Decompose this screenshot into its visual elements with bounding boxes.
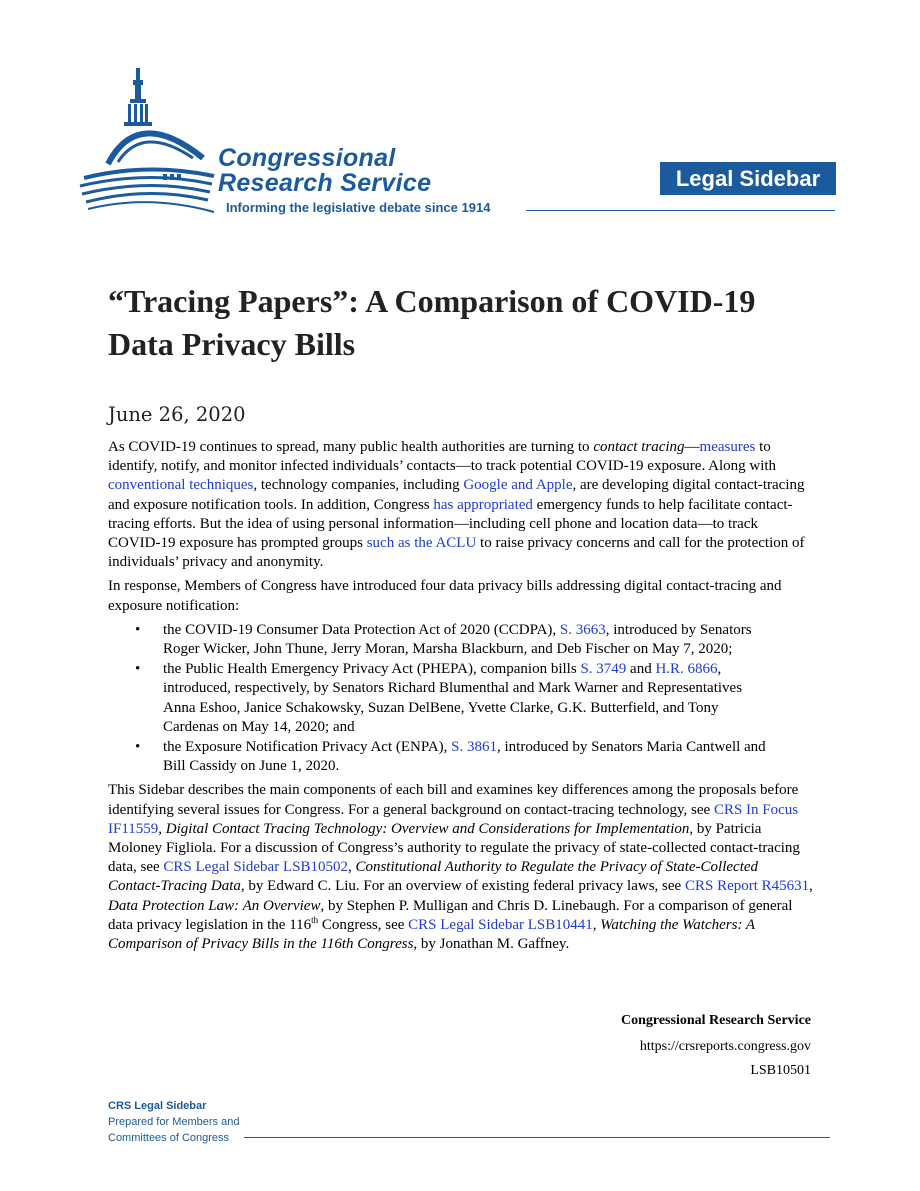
emphasis: Watching the Watchers: A Comparison of Privacy Bills in the 116th Congress — [108, 916, 755, 953]
text: , by Edward C. Liu. For an overview of existing federal privacy laws, see — [240, 878, 685, 895]
bill-list — [108, 621, 814, 777]
text: and — [626, 661, 656, 678]
emphasis: Constitutional Authority to Regulate the Privacy of State-Collected Contact-Tracing Data — [108, 859, 759, 895]
capitol-dome-logo — [78, 66, 218, 216]
paragraph-sidebar-overview — [108, 781, 814, 954]
org-name-line2: Research Service — [218, 169, 432, 197]
text: , introduced by Senators Roger Wicker, John Thune, Jerry Moran, Marsha Blackburn, and Deb Fischer on May 7, 2020; — [163, 621, 752, 658]
bullet-icon: • — [135, 661, 141, 678]
link-google-apple[interactable]: Google and Apple — [463, 477, 573, 494]
text: , by Stephen P. Mulligan and Chris D. Linebaugh. For a comparison of general data privacy legislation in the 116 — [108, 897, 793, 933]
text: , — [347, 859, 356, 876]
link-has-appropriated[interactable]: has appropriated — [433, 496, 533, 513]
text: , introduced by Senators Maria Cantwell and Bill Cassidy on June 1, 2020. — [163, 739, 766, 775]
link-conventional-techniques[interactable]: conventional techniques — [108, 477, 254, 494]
text: , — [592, 916, 601, 933]
legal-sidebar-badge: Legal Sidebar — [660, 162, 836, 195]
list-item — [135, 621, 814, 659]
text: , technology companies, including — [253, 477, 464, 494]
text: , by Patricia Moloney Figliola. For a discussion of Congress’s authority to regulate the privacy of state-collected contact-tracing data, see — [108, 820, 800, 876]
document-body — [108, 438, 814, 959]
org-tagline: Informing the legislative debate since 1914 — [226, 200, 491, 215]
text: As COVID-19 continues to spread, many public health authorities are turning to — [108, 439, 594, 455]
footer-org: Congressional Research Service — [620, 1013, 811, 1028]
list-item — [135, 660, 814, 737]
document-title: “Tracing Papers”: A Comparison of COVID-19 Data Privacy Bills — [108, 283, 756, 362]
text: emergency funds to help facilitate contact-tracing efforts. But the idea of using personal information—including cell phone and location data—to track COVID-19 exposure has prompted groups — [108, 496, 793, 552]
text: Congress, see — [318, 916, 409, 933]
org-name — [218, 146, 431, 196]
link-if11559[interactable]: CRS In Focus IF11559 — [108, 801, 799, 837]
tagline-rule — [526, 210, 835, 211]
footer-rule — [244, 1137, 830, 1138]
link-s-3861[interactable]: S. 3861 — [451, 739, 497, 756]
link-s-3749[interactable]: S. 3749 — [580, 661, 627, 678]
text: , by Jonathan M. Gaffney. — [413, 936, 570, 953]
footer-url[interactable]: https://crsreports.congress.gov — [639, 1039, 811, 1054]
link-hr-6866[interactable]: H.R. 6866 — [655, 661, 718, 678]
footer-audience-1: Prepared for Members and — [108, 1116, 240, 1128]
text: This Sidebar describes the main components of each bill and examines key differences among the proposals before identifying several issues for Congress. For a general background on contact-tracing technology, see — [108, 782, 799, 818]
footer-series: CRS Legal Sidebar — [108, 1100, 207, 1112]
emphasis: Digital Contact Tracing Technology: Overview and Considerations for Implementation — [165, 820, 690, 837]
bullet-icon: • — [135, 621, 141, 638]
org-name-line1: Congressional — [218, 144, 396, 172]
footer-audience-2: Committees of Congress — [108, 1132, 230, 1144]
text: , — [158, 820, 166, 837]
text: to identify, notify, and monitor infected individuals’ contacts—to track potential COVID-19 exposure. Along with — [108, 439, 777, 475]
text: the Exposure Notification Privacy Act (ENPA), — [163, 739, 452, 756]
link-measures[interactable]: measures — [699, 439, 756, 455]
paragraph-intro — [108, 438, 814, 572]
link-lsb10502[interactable]: CRS Legal Sidebar LSB10502 — [163, 859, 348, 876]
link-s-3663[interactable]: S. 3663 — [559, 621, 606, 638]
text: the Public Health Emergency Privacy Act (PHEPA), companion bills — [163, 661, 581, 678]
link-aclu[interactable]: such as the ACLU — [366, 535, 477, 552]
text: , are developing digital contact-tracing and exposure notification tools. In addition, Congress — [108, 477, 805, 513]
publication-date: June 26, 2020 — [108, 403, 246, 426]
text: the COVID-19 Consumer Data Protection Act of 2020 (CCDPA), — [163, 621, 560, 638]
link-r45631[interactable]: CRS Report R45631 — [684, 878, 810, 895]
footer-code: LSB10501 — [750, 1063, 811, 1078]
list-item — [135, 738, 814, 776]
bullet-icon: • — [135, 739, 141, 756]
emphasis: Data Protection Law: An Overview — [108, 897, 321, 914]
superscript: th — [311, 914, 319, 925]
text: , introduced, respectively, by Senators Richard Blumenthal and Mark Warner and Representatives Anna Eshoo, Janice Schakowsky, Suzan DelBene, Yvette Clarke, G.K. Butterfield, and Tony Cardenas on May 14, 2020; and — [163, 661, 743, 735]
text: — — [684, 439, 700, 455]
link-lsb10441[interactable]: CRS Legal Sidebar LSB10441 — [408, 916, 593, 933]
paragraph-response: In response, Members of Congress have introduced four data privacy bills addressing digital contact-tracing and exposure notification: — [108, 578, 782, 614]
emphasis: contact tracing — [593, 439, 685, 455]
text: , — [809, 878, 813, 895]
text: to raise privacy concerns and call for the protection of individuals’ privacy and anonymity. — [108, 535, 805, 571]
